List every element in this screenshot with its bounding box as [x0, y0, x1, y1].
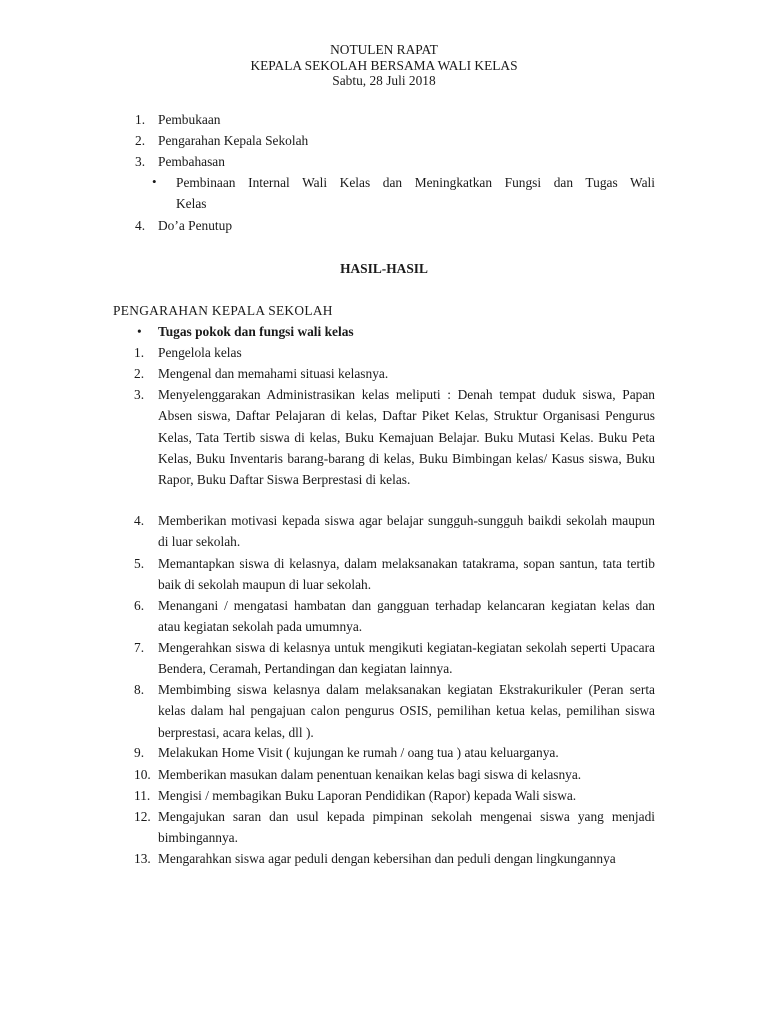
header-subtitle: KEPALA SEKOLAH BERSAMA WALI KELAS	[250, 57, 518, 73]
bullet-icon: •	[152, 174, 157, 189]
header-date: Sabtu, 28 Juli 2018	[332, 73, 436, 88]
document-page: NOTULEN RAPAT KEPALA SEKOLAH BERSAMA WALI KELAS Sabtu, 28 Juli 2018 1. Pembukaan 2. Pengarahan Kepala Sekolah 3. Pembahasan • Pembinaan Internal Wali Kelas dan Meningkatkan Fungsi dan Tugas Wali Kelas 4. Do’a Penutup HASIL-HASIL PENGARAHAN KEPALA SEKOLAH • Tugas pokok dan fungsi wali kelas 1. Pengelola kelas 2. Mengenal dan memahami situasi kelasnya. 3. Menyelenggarakan Administrasikan kelas meliputi : Denah tempat duduk siswa, Papan Absen siswa, Daftar Pelajaran di kelas, Daftar Piket Kelas, Struktur Organisasi Pengurus Kelas, Tata Tertib siswa di kelas, Buku Kemajuan Belajar. Buku Mutasi Kelas. Buku Peta Kelas, Buku Inventaris barang-barang di kelas, Buku Bimbingan kelas/ Kasus siswa, Buku Rapor, Buku Daftar Siswa Berprestasi di kelas. 4. Memberikan motivasi kepada siswa agar belajar sungguh-sungguh baikdi sekolah maupun di luar sekolah. 5. Memantapkan siswa di kelasnya, dalam melaksanakan tatakrama, sopan santun, tata tertib baik di sekolah maupun di luar sekolah. 6. Menangani / mengatasi hambatan dan gangguan terhadap kelancaran kegiatan kelas dan atau kegiatan sekolah pada umumnya. 7. Mengerahkan siswa di kelasnya untuk mengikuti kegiatan-kegiatan sekolah seperti Upacara Bendera, Ceramah, Pertandingan dan kegiatan lainnya. 8. Membimbing siswa kelasnya dalam melaksanakan kegiatan Ekstrakurikuler (Peran serta kelas dalam hal pengajuan calon pengurus OSIS, pemilihan ketua kelas, pemilihan siswa berprestasi, acara kelas, dll ). 9. Melakukan Home Visit ( kujungan ke rumah / oang tua ) atau keluarganya. 10. Memberikan masukan dalam penentuan kenaikan kelas bagi siswa di kelasnya. 11. Mengisi / membagikan Buku Laporan Pendidikan (Rapor) kepada Wali siswa. 12. Mengajukan saran dan usul kepada pimpinan sekolah mengenai siswa yang menjadi bimbingannya. 13. Mengarahkan siswa agar peduli dengan kebersihan dan peduli dengan lingkungannya	[0, 0, 768, 1024]
bullet-icon: •	[137, 324, 142, 339]
header-title: NOTULEN RAPAT	[330, 42, 438, 57]
section-subtitle: Tugas pokok dan fungsi wali kelas	[158, 324, 354, 339]
section-title: PENGARAHAN KEPALA SEKOLAH	[113, 303, 333, 318]
document-header	[0, 42, 768, 89]
results-heading: HASIL-HASIL	[340, 261, 428, 276]
